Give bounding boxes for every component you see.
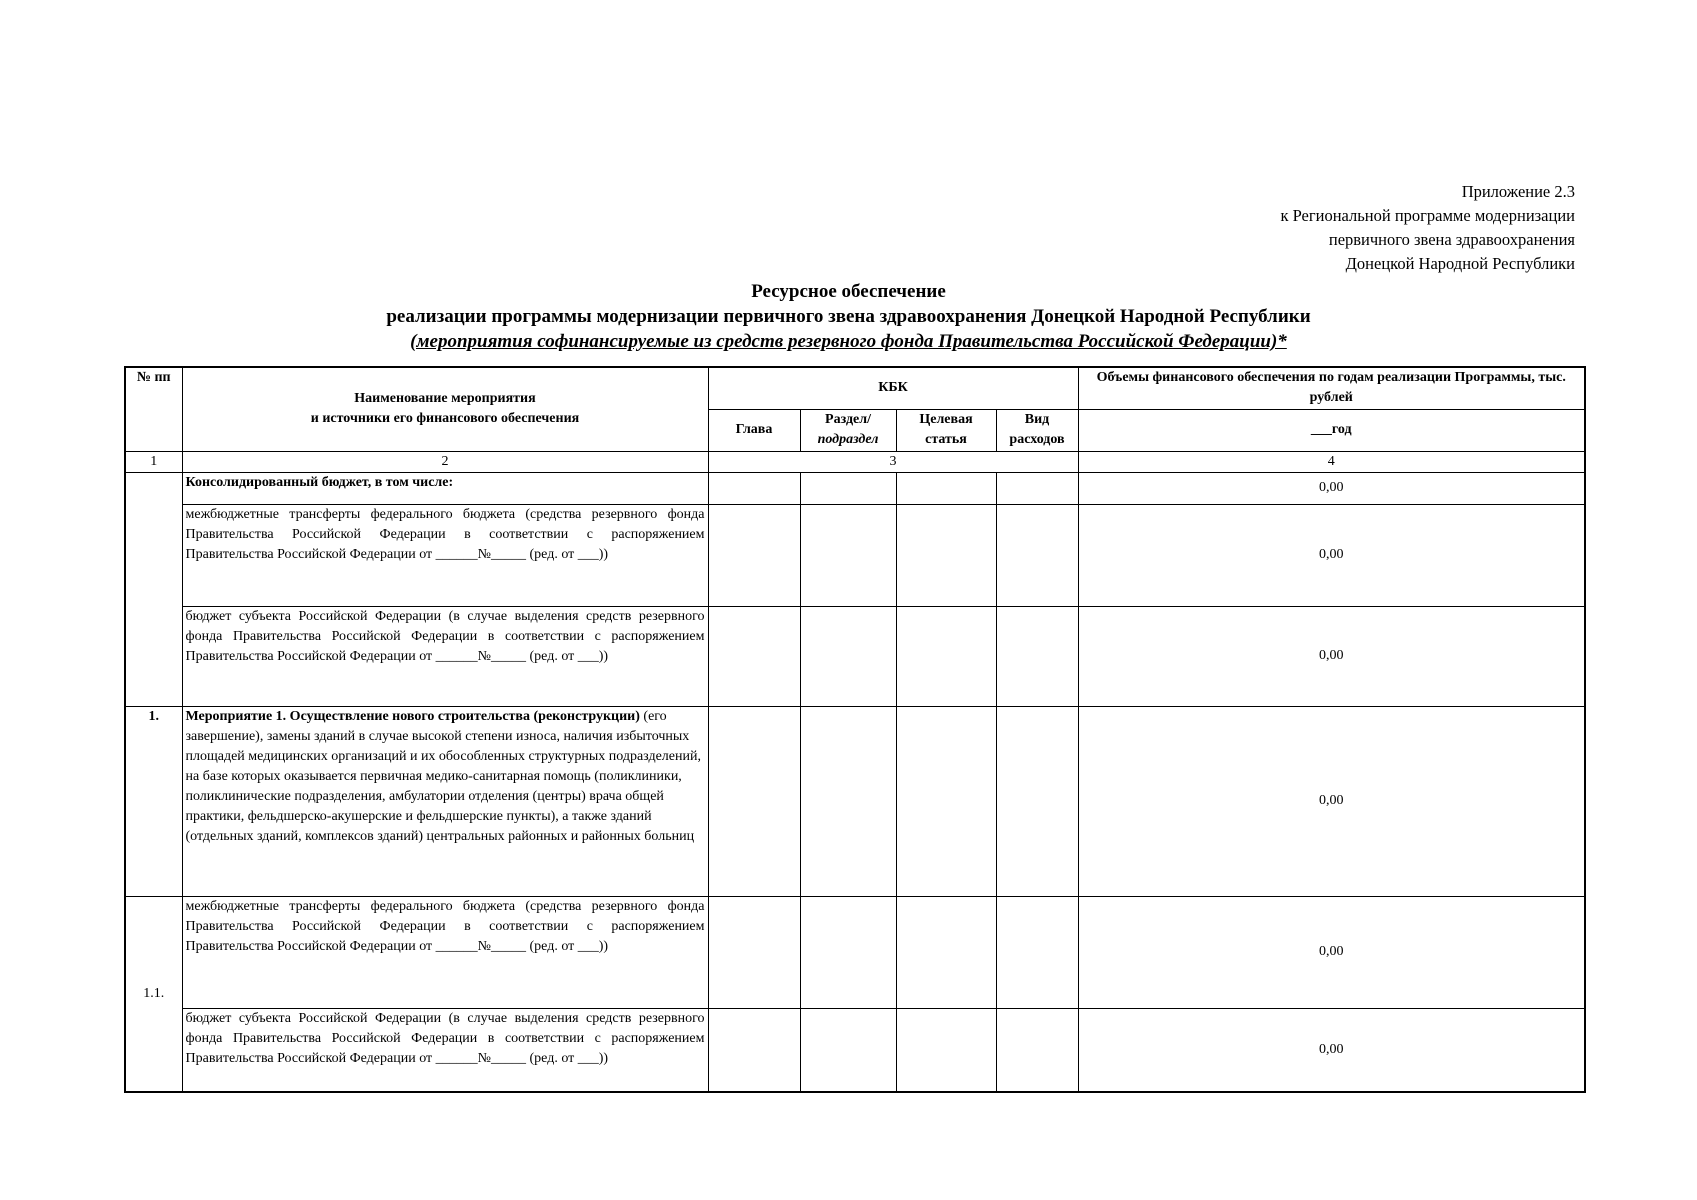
appendix-line-3: первичного звена здравоохранения [1328, 230, 1575, 249]
table-row-measure-1 [125, 706, 1585, 896]
header-vid-line-1: Вид [1024, 412, 1050, 427]
row-number: 1.1. [125, 896, 182, 1092]
column-numbers-row [125, 451, 1585, 472]
kbk-cell [996, 896, 1078, 1008]
kbk-cell [996, 706, 1078, 896]
row-value: 0,00 [1078, 472, 1585, 504]
measure-1-title: Мероприятие 1. Осуществление нового строительства (реконструкции) [185, 708, 640, 724]
title-line-1: Ресурсное обеспечение [751, 281, 946, 302]
col-number-2: 2 [182, 451, 708, 472]
appendix-line-2: к Региональной программе модернизации [1280, 206, 1575, 225]
header-name [182, 367, 708, 451]
row-name: бюджет субъекта Российской Федерации (в случае выделения средств резервного фонда Правительства Российской Федерации в соответствии с распоряжением Правительства Российской Федерации от ______№_____ (ред. от ___)) [182, 1008, 708, 1092]
kbk-cell [800, 606, 896, 706]
kbk-cell [896, 504, 996, 606]
kbk-cell [708, 472, 800, 504]
header-tselevaya-line-1: Целевая [919, 412, 973, 427]
kbk-cell [896, 896, 996, 1008]
appendix-note [1280, 180, 1575, 276]
kbk-cell [996, 504, 1078, 606]
row-name: межбюджетные трансферты федерального бюджета (средства резервного фонда Правительства Российской Федерации в соответствии с распоряжением Правительства Российской Федерации от ______№_____ (ред. от ___)) [182, 896, 708, 1008]
resource-table [124, 366, 1586, 1093]
kbk-cell [896, 1008, 996, 1092]
header-kbk: КБК [708, 367, 1078, 409]
row-name [182, 706, 708, 896]
kbk-cell [708, 706, 800, 896]
appendix-line-4: Донецкой Народной Республики [1345, 254, 1575, 273]
measure-1-description: (его завершение), замены зданий в случае высокой степени износа, наличия избыточных площадей медицинских организаций и их обособленных структурных подразделений, на базе которых оказывается первичная медико-санитарная помощь (поликлиники, поликлинические подразделения, амбулатории отделения (центры) врача общей практики, фельдшерско-акушерские и фельдшерские пункты), а также зданий (отдельных зданий, комплексов зданий) центральных районных и районных больниц [185, 708, 701, 844]
col-number-4: 4 [1078, 451, 1585, 472]
row-value: 0,00 [1078, 504, 1585, 606]
header-row-1 [125, 367, 1585, 409]
table-row-cons-subject [125, 606, 1585, 706]
table-row-m11-federal [125, 896, 1585, 1008]
row-name: Консолидированный бюджет, в том числе: [182, 472, 708, 504]
header-year: ___год [1078, 409, 1585, 451]
title-line-2: реализации программы модернизации первичного звена здравоохранения Донецкой Народной Республики [386, 306, 1311, 327]
col-number-3: 3 [708, 451, 1078, 472]
header-razdel-line-2: подраздел [817, 432, 879, 447]
kbk-cell [896, 606, 996, 706]
row-value: 0,00 [1078, 1008, 1585, 1092]
kbk-cell [800, 706, 896, 896]
kbk-cell [708, 504, 800, 606]
row-number: 1. [125, 706, 182, 896]
document-title [0, 279, 1697, 354]
kbk-cell [996, 606, 1078, 706]
header-num: № пп [125, 367, 182, 451]
row-value: 0,00 [1078, 606, 1585, 706]
header-name-line-2: и источники его финансового обеспечения [310, 411, 580, 427]
row-value: 0,00 [1078, 896, 1585, 1008]
kbk-cell [996, 472, 1078, 504]
kbk-cell [708, 896, 800, 1008]
kbk-cell [800, 472, 896, 504]
table-row-m11-subject [125, 1008, 1585, 1092]
header-glava: Глава [708, 409, 800, 451]
title-subtitle: (мероприятия софинансируемые из средств резервного фонда Правительства Российской Федерации)* [410, 331, 1287, 352]
row-name: межбюджетные трансферты федерального бюджета (средства резервного фонда Правительства Российской Федерации в соответствии с распоряжением Правительства Российской Федерации от ______№_____ (ред. от ___)) [182, 504, 708, 606]
num-cell-empty [125, 472, 182, 706]
kbk-cell [896, 706, 996, 896]
table-row-cons-federal [125, 504, 1585, 606]
header-vid [996, 409, 1078, 451]
table-row-consolidated [125, 472, 1585, 504]
header-razdel-line-1: Раздел/ [825, 412, 871, 427]
header-razdel [800, 409, 896, 451]
header-vid-line-2: расходов [1009, 432, 1065, 447]
kbk-cell [800, 504, 896, 606]
header-volume: Объемы финансового обеспечения по годам реализации Программы, тыс. рублей [1078, 367, 1585, 409]
kbk-cell [708, 1008, 800, 1092]
kbk-cell [896, 472, 996, 504]
header-tselevaya-line-2: статья [925, 432, 967, 447]
row-name: бюджет субъекта Российской Федерации (в случае выделения средств резервного фонда Правительства Российской Федерации в соответствии с распоряжением Правительства Российской Федерации от ______№_____ (ред. от ___)) [182, 606, 708, 706]
row-value: 0,00 [1078, 706, 1585, 896]
header-name-line-1: Наименование мероприятия [354, 391, 536, 407]
kbk-cell [800, 1008, 896, 1092]
header-tselevaya [896, 409, 996, 451]
kbk-cell [800, 896, 896, 1008]
kbk-cell [996, 1008, 1078, 1092]
appendix-line-1: Приложение 2.3 [1461, 182, 1575, 201]
col-number-1: 1 [125, 451, 182, 472]
kbk-cell [708, 606, 800, 706]
